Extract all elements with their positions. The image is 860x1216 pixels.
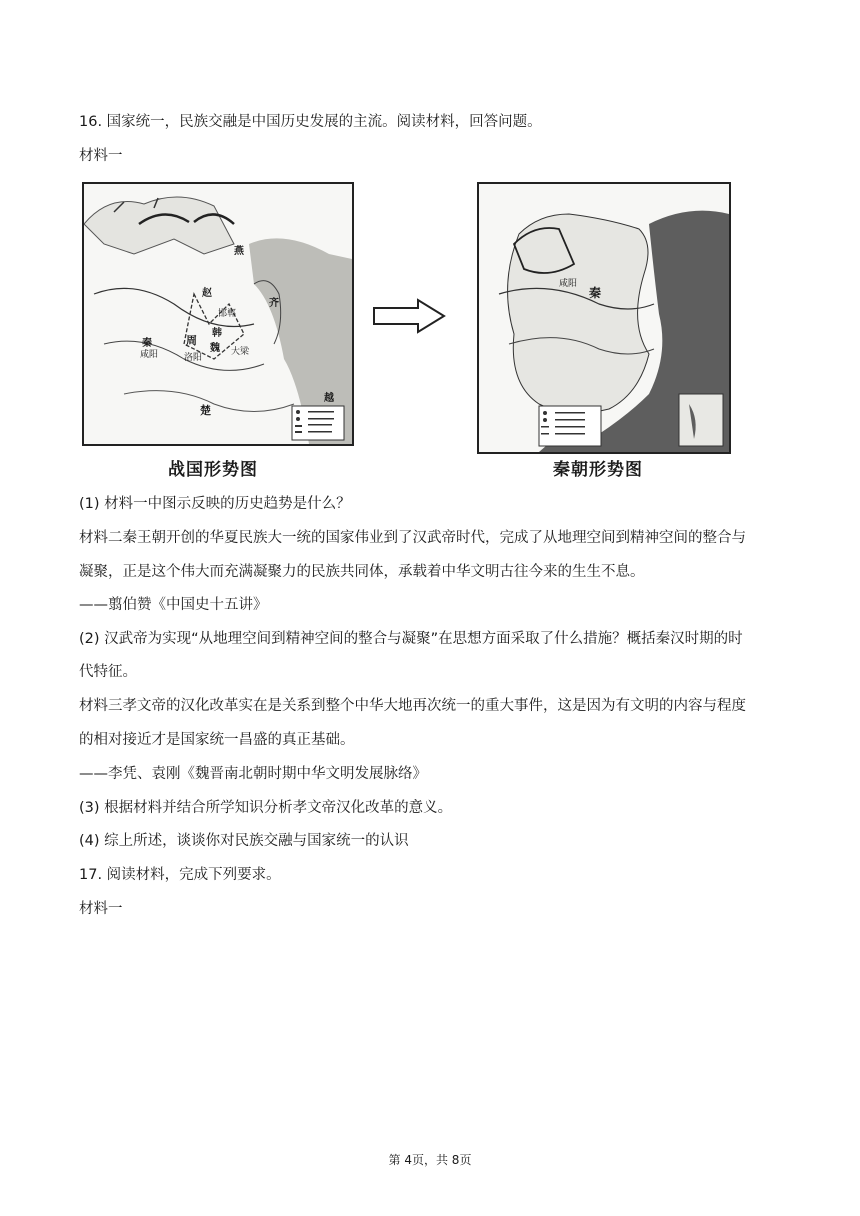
q16-material-3-line-2: 的相对接近才是国家统一昌盛的真正基础。 — [79, 732, 355, 748]
label-qin-dynasty: 秦 — [589, 286, 602, 300]
label-han: 韩 — [212, 328, 222, 339]
q16-question-2-line-2: 代特征。 — [79, 664, 137, 680]
page-footer: 第 4页，共 8页 — [388, 1153, 472, 1167]
label-luoyang: 洛阳 — [184, 353, 203, 363]
label-daliang: 大梁 — [231, 347, 250, 357]
label-handan: 邯郸 — [218, 309, 237, 319]
label-qin: 秦 — [142, 338, 152, 349]
q16-material-3-line-1: 材料三孝文帝的汉化改革实在是关系到整个中华大地再次统一的重大事件，这是因为有文明的内容与程度 — [79, 698, 746, 714]
qin-dynasty-caption: 秦朝形势图 — [553, 460, 643, 480]
q16-material-1-label: 材料一 — [79, 148, 123, 164]
arrow-right-icon — [372, 298, 446, 334]
label-yue: 越 — [324, 393, 334, 404]
label-xianyang: 咸阳 — [140, 350, 159, 360]
label-yan: 燕 — [234, 246, 244, 257]
q16-intro: 16. 国家统一，民族交融是中国历史发展的主流。阅读材料，回答问题。 — [79, 114, 542, 130]
label-zhou: 周 — [186, 334, 197, 347]
warring-states-map — [82, 182, 354, 446]
label-qi: 齐 — [269, 298, 279, 309]
label-chu: 楚 — [200, 404, 211, 417]
qin-dynasty-map — [477, 182, 731, 454]
q16-question-4: (4) 综上所述，谈谈你对民族交融与国家统一的认识 — [79, 833, 409, 849]
q16-question-3: (3) 根据材料并结合所学知识分析孝文帝汉化改革的意义。 — [79, 800, 453, 816]
q17-material-1-label: 材料一 — [79, 901, 123, 917]
qin-dynasty-map-drawing — [479, 184, 729, 452]
warring-states-caption: 战国形势图 — [168, 460, 258, 480]
q16-question-2-line-1: (2) 汉武帝为实现“从地理空间到精神空间的整合与凝聚”在思想方面采取了什么措施？概括秦汉时期的时 — [79, 631, 743, 647]
label-zhao: 赵 — [202, 288, 212, 299]
q16-material-2-line-2: 凝聚，正是这个伟大而充满凝聚力的民族共同体，承载着中华文明古往今来的生生不息。 — [79, 564, 645, 580]
q16-material-3-source: ——李凭、袁刚《魏晋南北朝时期中华文明发展脉络》 — [79, 766, 427, 782]
q16-material-2-source: ——翦伯赞《中国史十五讲》 — [79, 597, 268, 613]
label-xianyang-qin: 咸阳 — [559, 279, 578, 289]
q16-question-1: (1) 材料一中图示反映的历史趋势是什么？ — [79, 496, 351, 512]
q17-intro: 17. 阅读材料，完成下列要求。 — [79, 867, 281, 883]
label-wei: 魏 — [210, 343, 220, 354]
q16-material-2-line-1: 材料二秦王朝开创的华夏民族大一统的国家伟业到了汉武帝时代，完成了从地理空间到精神空间的整合与 — [79, 530, 746, 546]
